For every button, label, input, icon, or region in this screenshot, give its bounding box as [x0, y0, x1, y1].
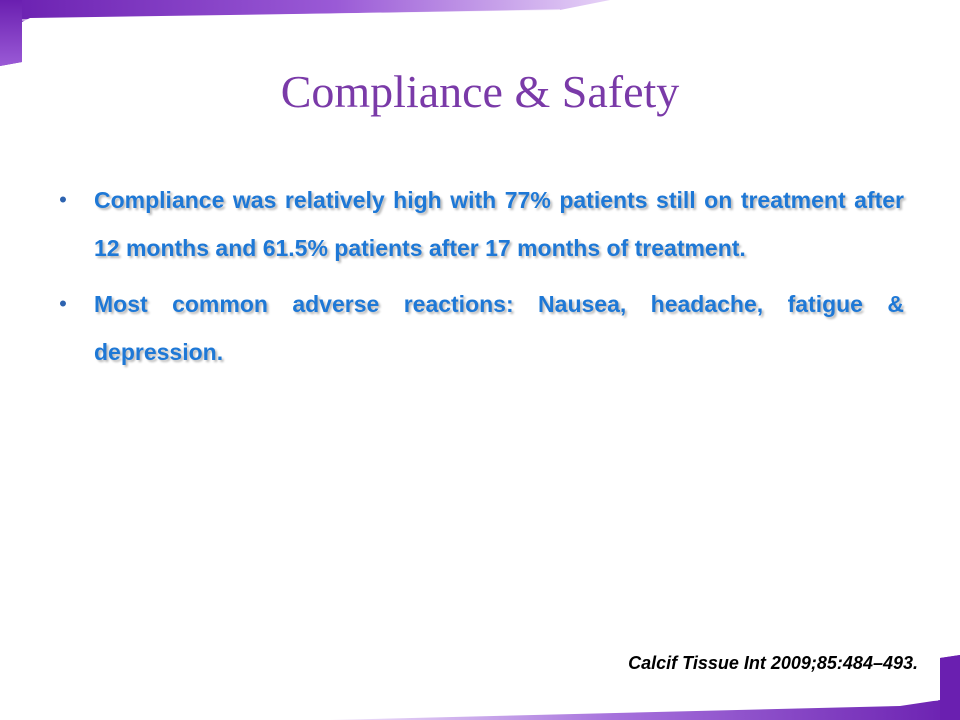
- citation: Calcif Tissue Int 2009;85:484–493.: [628, 653, 918, 673]
- bullet-text: Most common adverse reactions: Nausea, headache, fatigue & depression.: [94, 291, 904, 365]
- bullet-marker: •: [59, 187, 67, 212]
- bullet-item: [56, 280, 904, 376]
- slide-title: Compliance & Safety: [280, 66, 680, 117]
- bullet-text: Compliance was relatively high with 77% patients still on treatment after 12 months and 61.5% patients after 17 months of treatment.: [94, 187, 904, 261]
- bullet-marker: •: [59, 291, 67, 316]
- bullet-item: [56, 176, 904, 272]
- bullet-list: [56, 176, 904, 384]
